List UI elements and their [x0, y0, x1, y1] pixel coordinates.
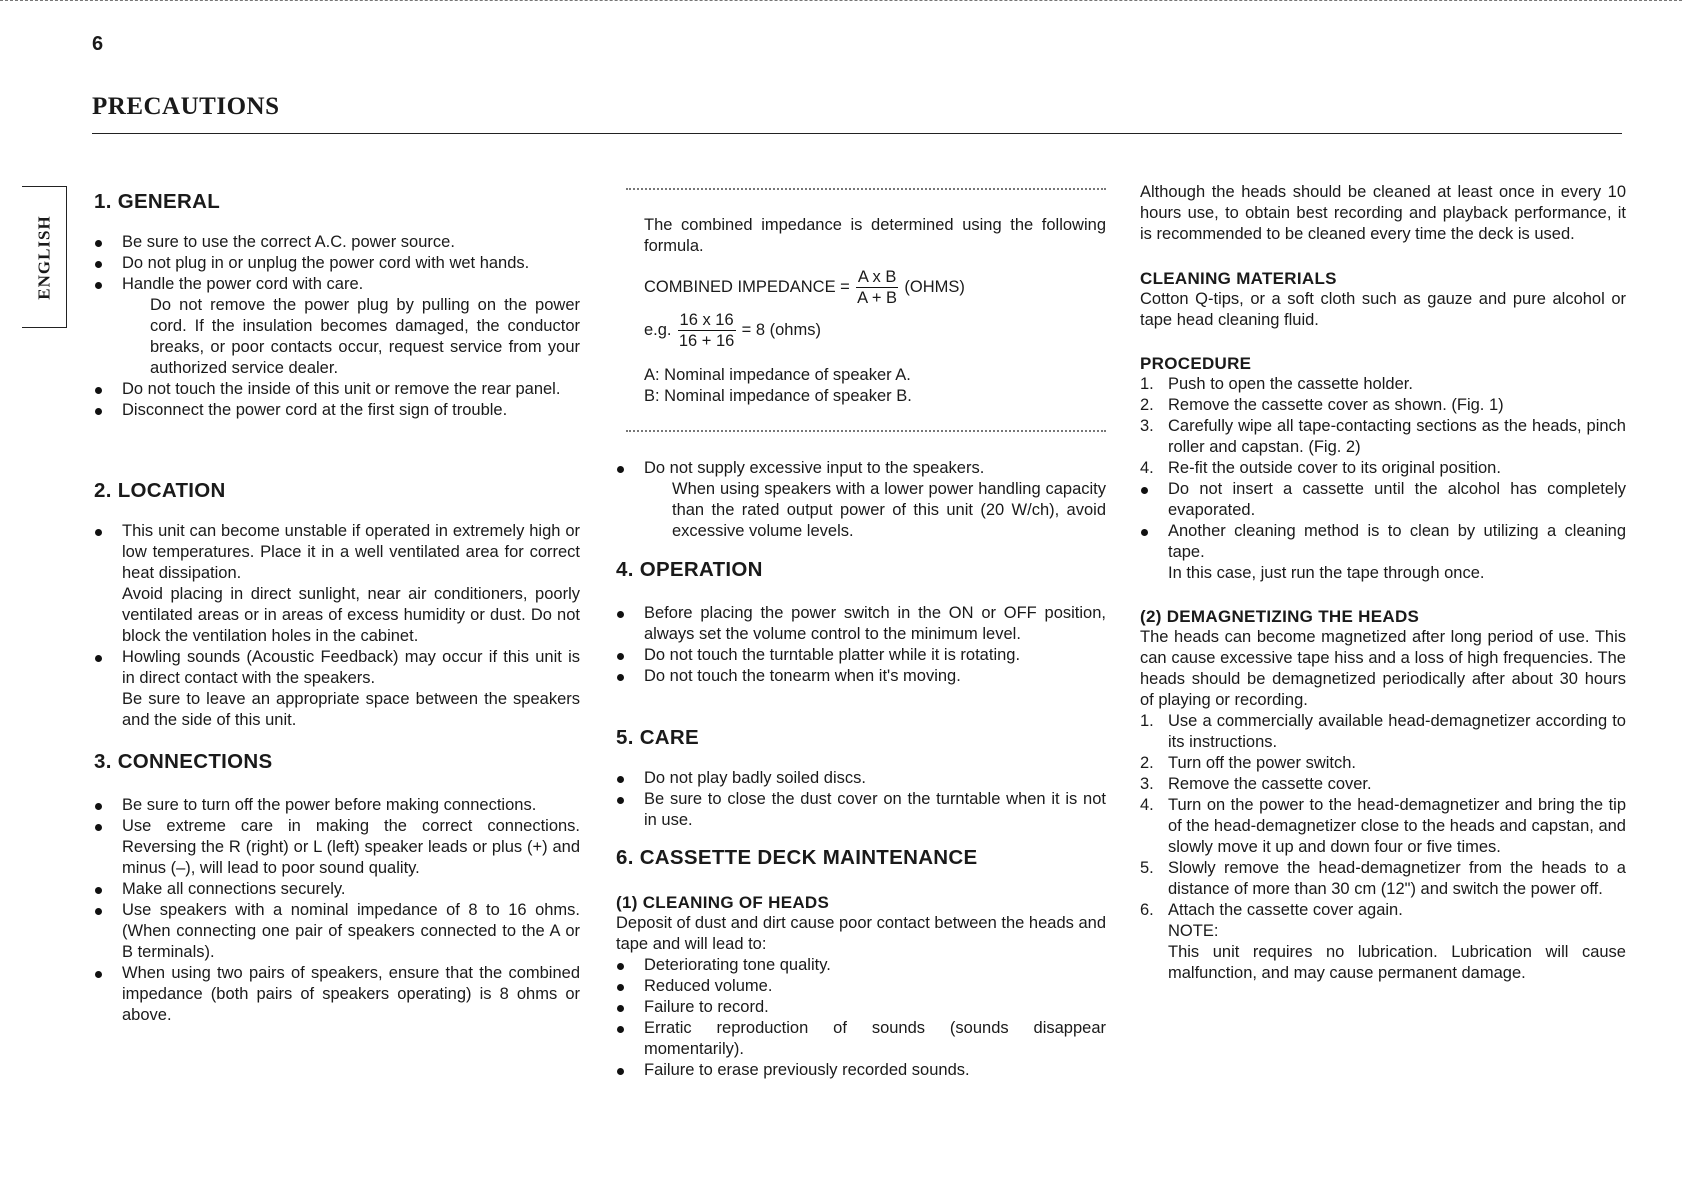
- title-rule: [92, 133, 1622, 134]
- materials-text: Cotton Q-tips, or a soft cloth such as gauze and pure alcohol or tape head cleaning fluid.: [1140, 290, 1626, 329]
- step-number: 4.: [1140, 459, 1154, 477]
- connections-section: [94, 795, 580, 1026]
- cleaning-frequency-intro: Although the heads should be cleaned at least once in every 10 hours use, to obtain best recording and playback performance, it is recommended to be cleaned every time the deck is used.: [1140, 183, 1626, 243]
- list-item: Failure to record.: [616, 997, 1106, 1018]
- list-item: Make all connections securely.: [94, 879, 580, 900]
- impedance-intro: The combined impedance is determined using the following formula.: [644, 216, 1106, 255]
- list-item: Be sure to turn off the power before making connections.: [94, 795, 580, 816]
- location-section: [94, 521, 580, 731]
- list-item: Be sure to use the correct A.C. power source.: [94, 232, 580, 253]
- list-item: Do not plug in or unplug the power cord with wet hands.: [94, 253, 580, 274]
- list-item: Do not touch the inside of this unit or remove the rear panel.: [94, 379, 580, 400]
- step-text: Push to open the cassette holder.: [1168, 375, 1413, 393]
- procedure-step: [1140, 416, 1626, 458]
- example-fraction: [678, 310, 736, 351]
- location-note: Be sure to leave an appropriate space between the speakers and the side of this unit.: [122, 690, 580, 729]
- demag-step: [1140, 774, 1626, 795]
- connections-heading: 3. CONNECTIONS: [94, 750, 273, 773]
- care-section: [616, 768, 1106, 831]
- input-warning: [616, 458, 1106, 542]
- demag-step: [1140, 711, 1626, 753]
- step-number: 3.: [1140, 775, 1154, 793]
- step-number: 2.: [1140, 396, 1154, 414]
- procedure-heading: PROCEDURE: [1140, 354, 1252, 373]
- impedance-def-b: B: Nominal impedance of speaker B.: [644, 387, 912, 405]
- operation-heading: 4. OPERATION: [616, 558, 763, 581]
- list-item: When using two pairs of speakers, ensure that the combined impedance (both pairs of speakers operating) is 8 ohms or above.: [94, 963, 580, 1026]
- step-text: Turn on the power to the head-demagnetizer and bring the tip of the head-demagnetizer close to the heads and capstan, and slowly move it up and down four or five times.: [1168, 796, 1626, 856]
- impedance-def-a: A: Nominal impedance of speaker A.: [644, 366, 911, 384]
- example-result: = 8 (ohms): [741, 320, 821, 339]
- procedure-step: [1140, 458, 1626, 479]
- procedure-step: [1140, 374, 1626, 395]
- power-cord-note: Do not remove the power plug by pulling on the power cord. If the insulation becomes damaged, the conductor breaks, or poor contacts occur, request service from your authorized service dealer.: [150, 296, 580, 377]
- general-section: [94, 232, 580, 421]
- list-item: This unit can become unstable if operated in extremely high or low temperatures. Place it in a well ventilated area for correct heat dissipation.: [94, 521, 580, 584]
- general-heading: 1. GENERAL: [94, 190, 221, 213]
- language-tab: [22, 186, 67, 328]
- impedance-formula: [644, 267, 1106, 308]
- dotted-divider: [626, 430, 1106, 432]
- list-item: Use speakers with a nominal impedance of 8 to 16 ohms. (When connecting one pair of speakers connected to the A or B terminals).: [94, 900, 580, 963]
- cassette-heading: 6. CASSETTE DECK MAINTENANCE: [616, 846, 978, 869]
- list-item: Do not touch the tonearm when it's moving.: [616, 666, 1106, 687]
- step-number: 3.: [1140, 417, 1154, 435]
- list-item: Deteriorating tone quality.: [616, 955, 1106, 976]
- column-right-content: [1140, 182, 1626, 984]
- dotted-divider: [626, 188, 1106, 190]
- demag-step: [1140, 753, 1626, 774]
- procedure-step: [1140, 395, 1626, 416]
- list-item: Before placing the power switch in the ON or OFF position, always set the volume control to the minimum level.: [616, 603, 1106, 645]
- location-note: Avoid placing in direct sunlight, near air conditioners, poorly ventilated areas or in areas of excess humidity or dust. Do not block the ventilation holes in the cabinet.: [122, 585, 580, 645]
- formula-denominator: A + B: [857, 289, 898, 307]
- materials-heading: CLEANING MATERIALS: [1140, 269, 1337, 288]
- demag-heading: (2) DEMAGNETIZING THE HEADS: [1140, 607, 1420, 626]
- step-text: Remove the cassette cover.: [1168, 775, 1372, 793]
- list-item: Do not insert a cassette until the alcohol has completely evaporated.: [1140, 479, 1626, 521]
- impedance-box: [644, 215, 1106, 407]
- language-tab-label: ENGLISH: [34, 214, 54, 300]
- example-label: e.g.: [644, 320, 672, 339]
- step-number: 5.: [1140, 859, 1154, 877]
- list-item: Howling sounds (Acoustic Feedback) may occur if this unit is in direct contact with the speakers.: [94, 647, 580, 689]
- step-text: Re-fit the outside cover to its original position.: [1168, 459, 1501, 477]
- demag-step: [1140, 900, 1626, 921]
- list-item: Handle the power cord with care.: [94, 274, 580, 295]
- formula-label: COMBINED IMPEDANCE =: [644, 277, 850, 296]
- cleaning-heading: (1) CLEANING OF HEADS: [616, 893, 830, 912]
- list-item: Disconnect the power cord at the first sign of trouble.: [94, 400, 580, 421]
- demag-intro: The heads can become magnetized after long period of use. This can cause excessive tape hiss and a loss of high frequencies. The heads should be demagnetized periodically after about 30 hours of playing or recording.: [1140, 628, 1626, 709]
- page-number: 6: [92, 33, 104, 55]
- step-number: 1.: [1140, 375, 1154, 393]
- example-numerator: 16 x 16: [679, 311, 734, 329]
- list-item: Reduced volume.: [616, 976, 1106, 997]
- note-text: This unit requires no lubrication. Lubrication will cause malfunction, and may cause permanent damage.: [1168, 943, 1626, 982]
- step-text: Turn off the power switch.: [1168, 754, 1357, 772]
- care-heading: 5. CARE: [616, 726, 699, 749]
- step-number: 2.: [1140, 754, 1154, 772]
- list-item: Use extreme care in making the correct connections. Reversing the R (right) or L (left) speaker leads or plus (+) and minus (–), will lead to poor sound quality.: [94, 816, 580, 879]
- list-item: Failure to erase previously recorded sounds.: [616, 1060, 1106, 1081]
- location-heading: 2. LOCATION: [94, 479, 226, 502]
- step-text: Attach the cassette cover again.: [1168, 901, 1403, 919]
- list-item: Do not play badly soiled discs.: [616, 768, 1106, 789]
- step-text: Carefully wipe all tape-contacting sections as the heads, pinch roller and capstan. (Fig. 2): [1168, 417, 1626, 456]
- step-number: 6.: [1140, 901, 1154, 919]
- procedure-tip: In this case, just run the tape through once.: [1168, 564, 1485, 582]
- step-number: 4.: [1140, 796, 1154, 814]
- page-top-edge: [0, 0, 1682, 1]
- step-number: 1.: [1140, 712, 1154, 730]
- list-item: Another cleaning method is to clean by utilizing a cleaning tape.: [1140, 521, 1626, 563]
- formula-numerator: A x B: [857, 268, 897, 286]
- example-denominator: 16 + 16: [678, 332, 735, 350]
- operation-section: [616, 603, 1106, 687]
- page-title: PRECAUTIONS: [92, 93, 280, 120]
- note-label: NOTE:: [1168, 922, 1219, 940]
- cleaning-intro: Deposit of dust and dirt cause poor contact between the heads and tape and will lead to:: [616, 914, 1106, 953]
- input-warning-note: When using speakers with a lower power handling capacity than the rated output power of this unit (20 W/ch), avoid excessive volume levels.: [672, 480, 1106, 540]
- demag-step: [1140, 795, 1626, 858]
- demag-step: [1140, 858, 1626, 900]
- list-item: Be sure to close the dust cover on the turntable when it is not in use.: [616, 789, 1106, 831]
- impedance-example: [644, 310, 1106, 351]
- list-item: Do not touch the turntable platter while it is rotating.: [616, 645, 1106, 666]
- formula-unit: (OHMS): [904, 277, 965, 296]
- step-text: Slowly remove the head-demagnetizer from the heads to a distance of more than 30 cm (12") and switch the power off.: [1168, 859, 1626, 898]
- cleaning-section: [616, 892, 1106, 1081]
- step-text: Remove the cassette cover as shown. (Fig. 1): [1168, 396, 1504, 414]
- formula-fraction: [856, 267, 899, 308]
- list-item: Erratic reproduction of sounds (sounds disappear momentarily).: [616, 1018, 1106, 1060]
- list-item: Do not supply excessive input to the speakers.: [616, 458, 1106, 479]
- step-text: Use a commercially available head-demagnetizer according to its instructions.: [1168, 712, 1626, 751]
